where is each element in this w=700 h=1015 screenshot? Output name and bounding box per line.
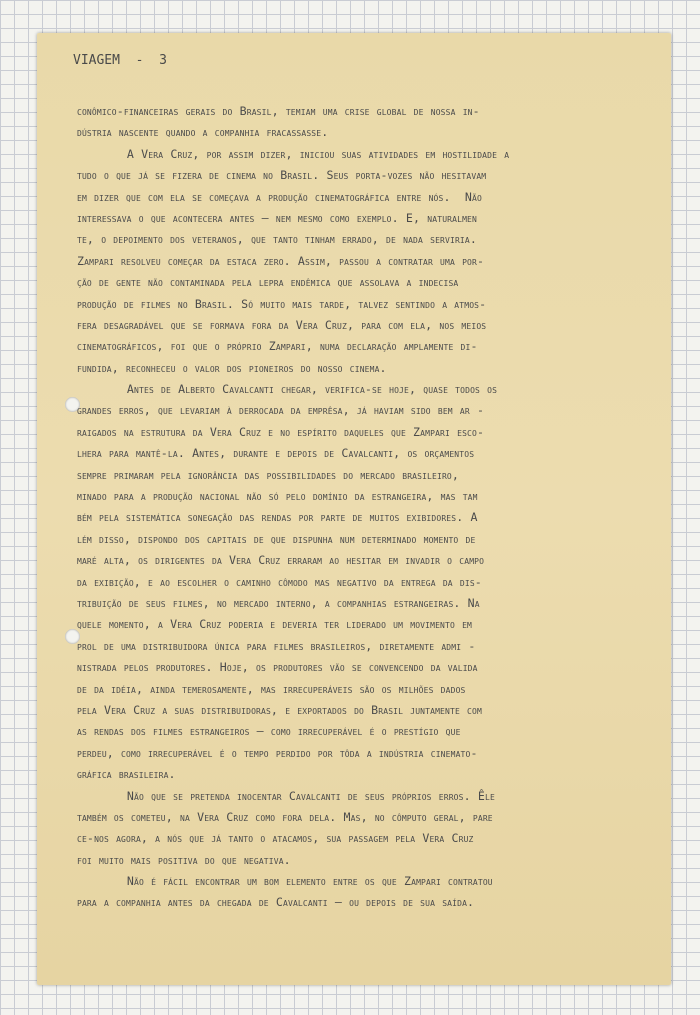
text-line: as rendas dos filmes estrangeiros — como irrecuperável é o prestígio que <box>77 724 461 739</box>
text-line: cinematográficos, foi que o próprio Zampari, numa declaração amplamente di- <box>77 339 478 354</box>
text-line: de da idéia, ainda temerosamente, mas irrecuperáveis são os milhões dados <box>77 681 466 696</box>
text-line: nistrada pelos produtores. Hoje, os produtores vão se convencendo da valida <box>77 660 478 675</box>
text-line: raigados na estrutura da Vera Cruz e no espírito daqueles que Zampari esco- <box>77 424 485 439</box>
text-line: Zampari resolveu começar da estaca zero. Assim, passou a contratar uma por- <box>77 253 485 268</box>
text-line: grandes erros, que levariam à derrocada da emprêsa, já haviam sido bem ar - <box>77 403 485 418</box>
text-line: bém pela sistemática sonegação das rendas por parte de muitos exibidores. A <box>77 510 478 525</box>
header-title: VIAGEM <box>73 53 120 68</box>
text-line: em dizer que com ela se começava a produção cinematográfica entre nós. Não <box>77 189 482 204</box>
text-line: ce-nos agora, a nós que já tanto o atacamos, sua passagem pela Vera Cruz <box>77 831 474 846</box>
text-line: foi muito mais positiva do que negativa. <box>77 852 291 867</box>
text-line: tribuição de seus filmes, no mercado interno, a companhias estrangeiras. Na <box>77 595 480 610</box>
header-separator: - <box>119 53 160 68</box>
text-line: perdeu, como irrecuperável é o tempo perdido por tôda a indústria cinemato- <box>77 745 478 760</box>
text-line: Não é fácil encontrar um bom elemento entre os que Zampari contratou <box>77 874 493 889</box>
text-line: lém disso, dispondo dos capitais de que dispunha num determinado momento de <box>77 531 476 546</box>
text-line: gráfica brasileira. <box>77 767 176 782</box>
text-line: prol de uma distribuidora única para filmes brasileiros, diretamente admi - <box>77 638 476 653</box>
text-line: Não que se pretenda inocentar Cavalcanti de seus próprios erros. Êle <box>77 788 495 803</box>
text-line: para a companhia antes da chegada de Cavalcanti — ou depois de sua saída. <box>77 895 475 910</box>
typewritten-page <box>37 33 671 985</box>
text-line: sempre primaram pela ignorância das possibilidades do mercado brasileiro, <box>77 467 460 482</box>
page-header <box>73 53 167 68</box>
text-line: fundida, reconheceu o valor dos pioneiros do nosso cinema. <box>77 360 387 375</box>
text-line: lhera para mantê-la. Antes, durante e depois de Cavalcanti, os orçamentos <box>77 446 475 461</box>
text-line: também os cometeu, na Vera Cruz como fora dela. Mas, no cômputo geral, pare <box>77 809 493 824</box>
text-line: da exibição, e ao escolher o caminho cômodo mas negativo da entrega da dis- <box>77 574 482 589</box>
body-text <box>77 101 657 914</box>
text-line: pela Vera Cruz a suas distribuidoras, e exportados do Brasil juntamente com <box>77 702 482 717</box>
text-line: produção de filmes no Brasil. Só muito mais tarde, talvez sentindo a atmos- <box>77 296 487 311</box>
text-line: fera desagradável que se formava fora da Vera Cruz, para com ela, nos meios <box>77 317 487 332</box>
text-line: dústria nascente quando a companhia fracassasse. <box>77 125 329 140</box>
text-line: maré alta, os dirigentes da Vera Cruz erraram ao hesitar em invadir o campo <box>77 553 485 568</box>
text-line: te, o depoimento dos veteranos, que tanto tinham errado, de nada serviria. <box>77 232 477 247</box>
text-line: interessava o que acontecera antes — nem mesmo como exemplo. E, naturalmen <box>77 210 477 225</box>
text-line: A Vera Cruz, por assim dizer, iniciou suas atividades em hostilidade a <box>77 146 510 161</box>
text-line: conômico-financeiras gerais do Brasil, temiam uma crise global de nossa in- <box>77 104 480 118</box>
text-line: minado para a produção nacional não só pelo domínio da estrangeira, mas tam <box>77 489 478 504</box>
text-line: quele momento, a Vera Cruz poderia e deveria ter liderado um movimento em <box>77 617 473 632</box>
page-number: 3 <box>159 53 167 68</box>
text-line: Antes de Alberto Cavalcanti chegar, verifica-se hoje, quase todos os <box>77 382 498 397</box>
text-line: tudo o que já se fizera de cinema no Brasil. Seus porta-vozes não hesitavam <box>77 168 487 183</box>
text-line: ção de gente não contaminada pela lepra endêmica que assolava a indecisa <box>77 275 459 290</box>
